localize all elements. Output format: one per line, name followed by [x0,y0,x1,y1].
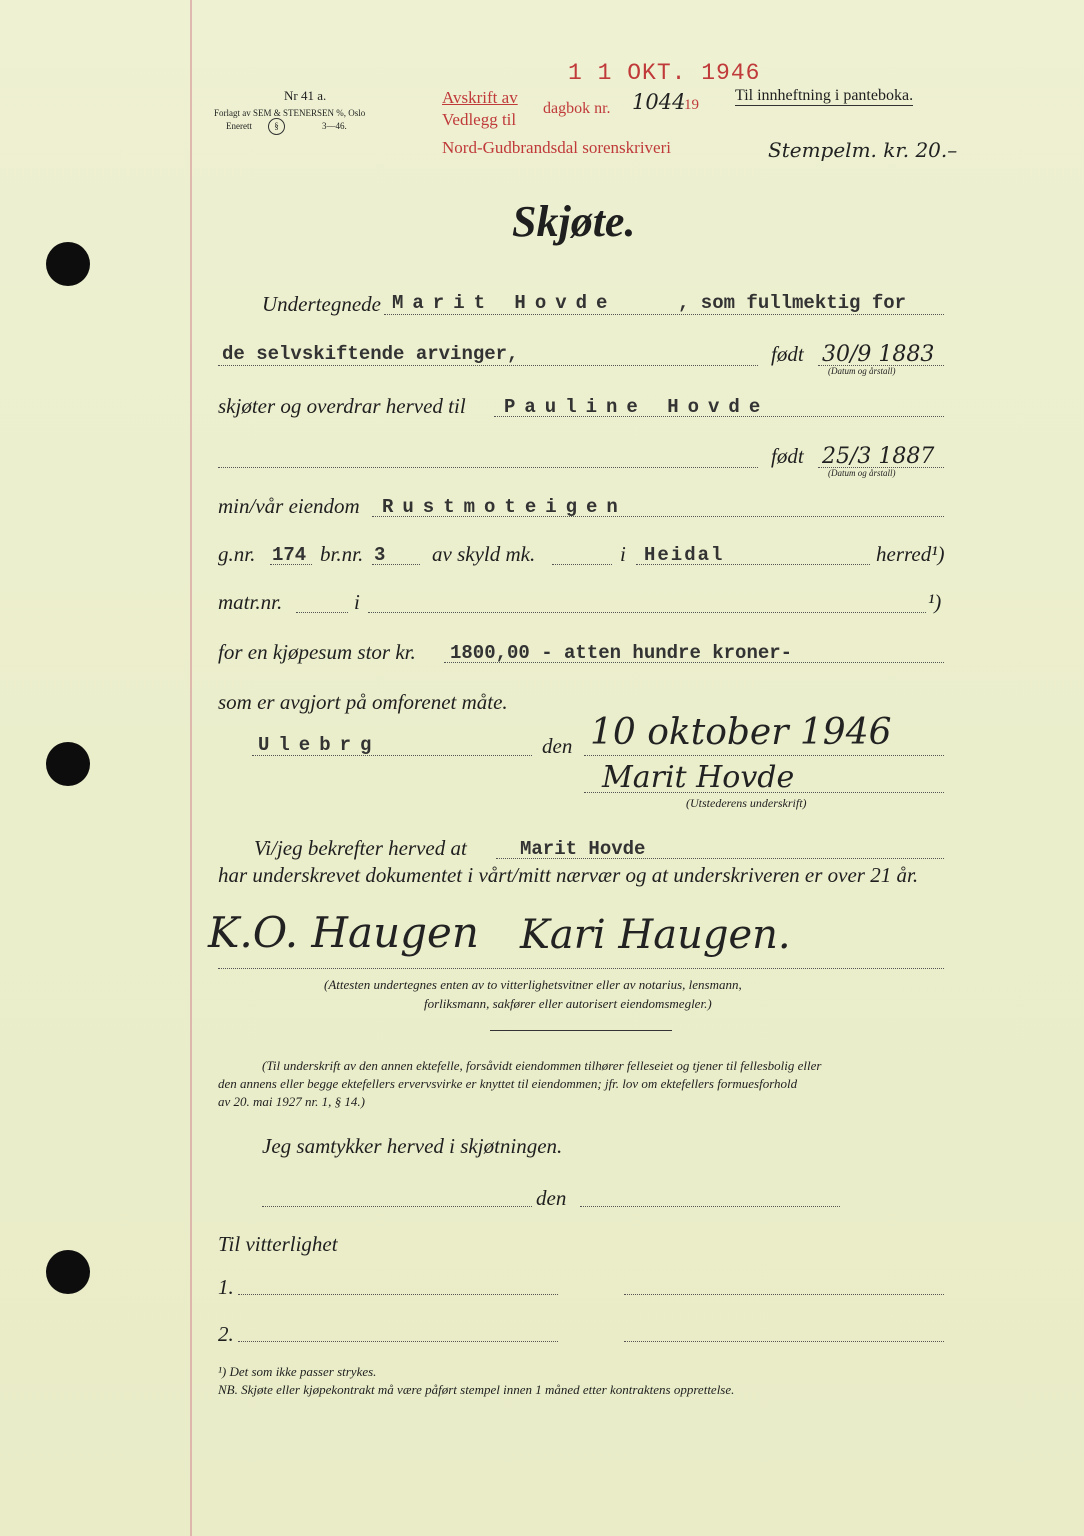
stamp-line-2: Vedlegg til [442,110,517,129]
document-title: Skjøte. [512,197,636,246]
dagbok-number: 1044 [632,90,686,114]
seller-label: Undertegnede [262,292,381,316]
buyer-label: skjøter og overdrar herved til [218,394,466,418]
confirm-name: Marit Hovde [520,838,646,860]
spouse-note-3: av 20. mai 1927 nr. 1, § 14.) [218,1094,365,1109]
attest-line-1b [624,1294,944,1295]
attest-line-1a [238,1294,558,1295]
buyer-born-label: født [771,444,804,468]
witness-note-1: (Attesten undertegnes enten av to vitterlighetsvitner eller av notarius, lensmann, [324,977,742,992]
property-name: Rustmoteigen [382,496,627,518]
attest-number-2: 2. [218,1322,234,1346]
attest-label: Til vitterlighet [218,1232,338,1256]
stamp-year: 19 [684,97,699,113]
attest-line-2b [624,1341,944,1342]
witness-signature-2: Kari Haugen. [520,912,791,958]
spouse-place-line [262,1206,532,1207]
footnote-2: NB. Skjøte eller kjøpekontrakt må være påført stempel innen 1 måned etter kontraktens opprettelse. [218,1382,735,1397]
seller-line-2 [218,365,758,366]
property-label: min/vår eiendom [218,494,360,518]
herred-i-label: i [620,542,626,566]
gnr-label: g.nr. [218,542,256,566]
buyer-name: Pauline Hovde [504,396,770,418]
signature-caption: (Utstederens underskrift) [686,796,807,810]
witness-signature-1: K.O. Haugen [208,908,479,957]
spouse-date-line [580,1206,840,1207]
bnr-value: 3 [374,544,386,566]
herred-label: herred¹) [876,542,945,566]
margin-line [190,0,192,1536]
seller-line [384,314,944,315]
date-stamp: 1 1 OKT. 1946 [568,60,761,86]
edition: 3—46. [322,121,347,131]
binding-note: Til innheftning i panteboka. [735,87,914,104]
punch-hole [46,242,90,286]
matr-note: ¹) [928,590,942,614]
signing-place: Ulebrg [258,734,381,756]
signing-date: 10 oktober 1946 [590,712,892,753]
seller-name: Marit Hovde [392,292,617,314]
matr-label: matr.nr. [218,590,283,614]
skyld-line [552,564,612,565]
price-settled: som er avgjort på omforenet måte. [218,690,508,714]
publisher: Forlagt av SEM & STENERSEN %, Oslo [214,108,366,118]
confirm-label: Vi/jeg bekrefter herved at [254,836,467,860]
punch-hole [46,742,90,786]
matr-line [296,612,348,613]
witness-line [218,968,944,969]
spouse-note-1: (Til underskrift av den annen ektefelle, forsåvidt eiendommen tilhører felleseiet og tjener til fellesbolig eller [262,1058,822,1073]
buyer-line-2 [218,467,758,468]
seller-date-caption: (Datum og årstall) [828,366,896,376]
signing-date-line [584,755,944,756]
seller-born: 30/9 1883 [822,342,935,367]
confirm-text: har underskrevet dokumentet i vårt/mitt nærvær og at underskriveren er over 21 år. [218,863,919,887]
price-label: for en kjøpesum stor kr. [218,640,416,664]
skyld-label: av skyld mk. [432,542,536,566]
spouse-den-label: den [536,1186,567,1210]
matr-i-label: i [354,590,360,614]
footnote-1: ¹) Det som ikke passer strykes. [218,1364,377,1379]
spouse-consent: Jeg samtykker herved i skjøtningen. [262,1134,563,1158]
seller-role-2: de selvskiftende arvinger, [222,343,519,365]
seller-born-label: født [771,342,804,366]
copyright-seal-icon: § [268,118,285,135]
buyer-born: 25/3 1887 [822,444,935,469]
seller-signature: Marit Hovde [602,760,795,795]
matr-i-line [368,612,926,613]
seller-role: , som fullmektig for [678,292,907,314]
attest-line-2a [238,1341,558,1342]
punch-hole [46,1250,90,1294]
witness-note-2: forliksmann, sakfører eller autorisert eiendomsmegler.) [424,996,712,1011]
herred-value: Heidal [644,544,725,566]
buyer-date-caption: (Datum og årstall) [828,468,896,478]
stamp-dagbok: dagbok nr. [543,100,611,117]
stamp-duty-note: Stempelm. kr. 20.– [768,138,958,162]
bnr-label: br.nr. [320,542,364,566]
stamp-line-1: Avskrift av [442,88,518,107]
gnr-value: 174 [272,544,307,566]
attest-number-1: 1. [218,1275,234,1299]
spouse-note-2: den annens eller begge ektefellers ervervsvirke er knyttet til eiendommen; jfr. lov om ektefellers formuesforhold [218,1076,798,1091]
price-amount: 1800,00 - atten hundre kroner- [450,642,793,664]
divider [490,1030,672,1031]
form-number: Nr 41 a. [284,88,327,103]
signing-den-label: den [542,734,573,758]
stamp-office: Nord-Gudbrandsdal sorenskriveri [442,138,671,157]
copyright: Enerett [226,121,252,131]
